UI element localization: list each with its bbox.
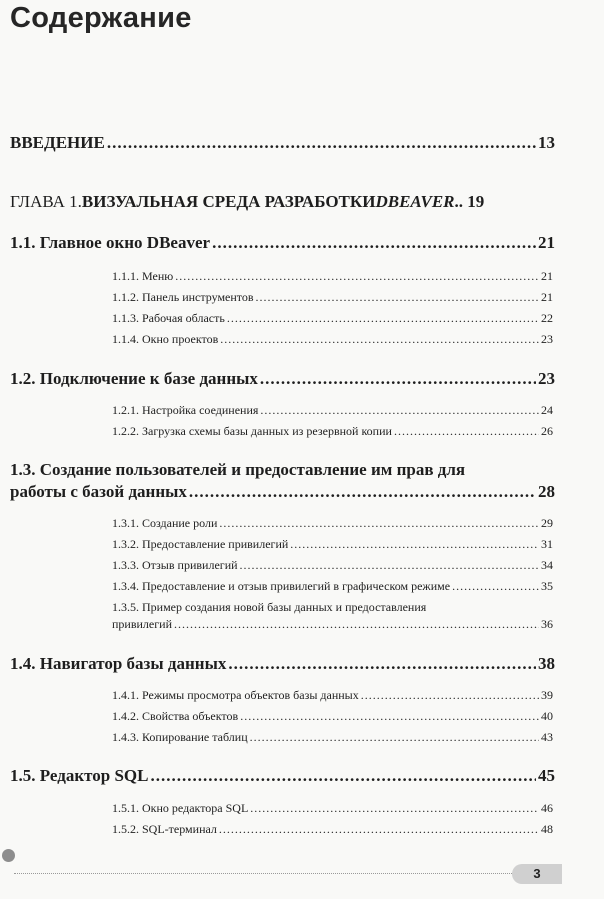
toc-entry-1-3-3[interactable] xyxy=(112,558,553,573)
toc-entry-1-4-1[interactable] xyxy=(112,688,553,703)
toc-entry-1-3-title-line1[interactable]: 1.3. Создание пользователей и предоставление им прав для xyxy=(10,460,466,479)
toc-entry-1-3-4[interactable] xyxy=(112,579,553,594)
footer-rule xyxy=(14,873,514,874)
toc-leader xyxy=(260,369,536,389)
toc-entry-title: 1.1.4. Окно проектов xyxy=(112,332,219,346)
toc-entry-title: 1.1.3. Рабочая область xyxy=(112,311,225,325)
toc-entry-page: 48 xyxy=(541,822,553,836)
toc-entry-page: 19 xyxy=(467,192,485,211)
toc-entry-title: 1.1.2. Панель инструментов xyxy=(112,290,254,304)
chapter-prefix: ГЛАВА 1. xyxy=(10,192,82,211)
toc-entry-1-1-2[interactable] xyxy=(112,290,553,305)
toc-entry-1-3-1[interactable] xyxy=(112,516,553,531)
toc-entry-title: 1.4.1. Режимы просмотра объектов базы данных xyxy=(112,688,359,702)
toc-entry-page: 43 xyxy=(541,730,553,744)
toc-entry-page: 24 xyxy=(541,403,553,417)
toc-entry-page: 35 xyxy=(541,579,553,593)
toc-entry-page: 28 xyxy=(538,482,555,501)
toc-entry-1-3-5[interactable] xyxy=(112,617,553,632)
toc-entry-title: 1.1. Главное окно DBeaver xyxy=(10,233,211,252)
toc-entry-title: 1.5.2. SQL-терминал xyxy=(112,822,217,836)
toc-entry-1-1-4[interactable] xyxy=(112,332,553,347)
toc-leader xyxy=(290,537,539,552)
toc-leader xyxy=(394,424,539,439)
toc-entry-1-1[interactable] xyxy=(10,233,555,253)
toc-entry-page: 38 xyxy=(538,654,555,673)
toc-entry-page: 22 xyxy=(541,311,553,325)
toc-entry-title: 1.4.2. Свойства объектов xyxy=(112,709,239,723)
toc-entry-title: 1.3.4. Предоставление и отзыв привилегий в графическом режиме xyxy=(112,579,451,593)
toc-entry-chapter-1[interactable] xyxy=(10,192,555,212)
toc-entry-title: 1.4. Навигатор базы данных xyxy=(10,654,227,673)
toc-entry-title: работы с базой данных xyxy=(10,482,187,501)
toc-entry-1-5-1[interactable] xyxy=(112,801,553,816)
toc-entry-page: 26 xyxy=(541,424,553,438)
toc-entry-1-1-1[interactable] xyxy=(112,269,553,284)
chapter-leader-dots: .. xyxy=(454,192,468,211)
toc-entry-1-3-2[interactable] xyxy=(112,537,553,552)
toc-entry-1-4-3[interactable] xyxy=(112,730,553,745)
toc-leader xyxy=(240,558,539,573)
toc-entry-title: 1.5.1. Окно редактора SQL xyxy=(112,801,249,815)
footer-bullet xyxy=(2,849,15,862)
toc-entry-title: 1.1.1. Меню xyxy=(112,269,174,283)
toc-entry-title: ВВЕДЕНИЕ xyxy=(10,133,105,152)
page-title: Содержание xyxy=(10,2,192,34)
toc-leader xyxy=(256,290,539,305)
toc-entry-page: 39 xyxy=(541,688,553,702)
toc-leader xyxy=(175,269,539,284)
toc-leader xyxy=(150,766,536,786)
toc-leader xyxy=(107,133,536,153)
toc-entry-1-4-2[interactable] xyxy=(112,709,553,724)
toc-entry-page: 23 xyxy=(538,369,555,388)
toc-entry-title: 1.5. Редактор SQL xyxy=(10,766,149,785)
toc-leader xyxy=(219,516,539,531)
toc-entry-title: 1.3.2. Предоставление привилегий xyxy=(112,537,289,551)
toc-leader xyxy=(220,332,539,347)
toc-entry-1-2-2[interactable] xyxy=(112,424,553,439)
toc-entry-title: 1.2.2. Загрузка схемы базы данных из резервной копии xyxy=(112,424,392,438)
toc-leader xyxy=(228,654,536,674)
toc-leader xyxy=(361,688,539,703)
toc-entry-page: 21 xyxy=(541,290,553,304)
toc-entry-page: 31 xyxy=(541,537,553,551)
toc-entry-page: 45 xyxy=(538,766,555,785)
page-number: 3 xyxy=(512,864,562,884)
toc-entry-page: 21 xyxy=(538,233,555,252)
toc-entry-1-3-5-line1[interactable]: 1.3.5. Пример создания новой базы данных и предоставления xyxy=(112,600,427,614)
toc-leader xyxy=(452,579,539,594)
toc-entry-page: 21 xyxy=(541,269,553,283)
toc-entry-1-2-1[interactable] xyxy=(112,403,553,418)
toc-entry-title: 1.3.1. Создание роли xyxy=(112,516,218,530)
toc-leader xyxy=(174,617,539,632)
toc-entry-page: 13 xyxy=(538,133,555,152)
toc-leader xyxy=(212,233,536,253)
toc-entry-page: 34 xyxy=(541,558,553,572)
toc-entry-title: привилегий xyxy=(112,617,173,631)
toc-entry-page: 40 xyxy=(541,709,553,723)
toc-entry-title: 1.3.3. Отзыв привилегий xyxy=(112,558,238,572)
toc-entry-1-5[interactable] xyxy=(10,766,555,786)
toc-leader xyxy=(250,730,539,745)
toc-entry-1-1-3[interactable] xyxy=(112,311,553,326)
toc-entry-title: 1.4.3. Копирование таблиц xyxy=(112,730,248,744)
toc-entry-page: 29 xyxy=(541,516,553,530)
toc-leader xyxy=(250,801,539,816)
toc-leader xyxy=(189,482,536,502)
toc-entry-1-2[interactable] xyxy=(10,369,555,389)
toc-entry-page: 36 xyxy=(541,617,553,631)
toc-leader xyxy=(260,403,539,418)
toc-leader xyxy=(227,311,539,326)
toc-leader xyxy=(219,822,539,837)
toc-entry-title: 1.2.1. Настройка соединения xyxy=(112,403,259,417)
toc-entry-1-3[interactable] xyxy=(10,482,555,502)
toc-entry-page: 46 xyxy=(541,801,553,815)
chapter-title: ВИЗУАЛЬНАЯ СРЕДА РАЗРАБОТКИ xyxy=(81,192,376,211)
toc-entry-page: 23 xyxy=(541,332,553,346)
chapter-title-italic: DBEAVER xyxy=(375,192,455,211)
toc-entry-intro[interactable] xyxy=(10,133,555,153)
toc-entry-title: 1.2. Подключение к базе данных xyxy=(10,369,258,388)
toc-entry-1-5-2[interactable] xyxy=(112,822,553,837)
toc-leader xyxy=(240,709,539,724)
toc-entry-1-4[interactable] xyxy=(10,654,555,674)
